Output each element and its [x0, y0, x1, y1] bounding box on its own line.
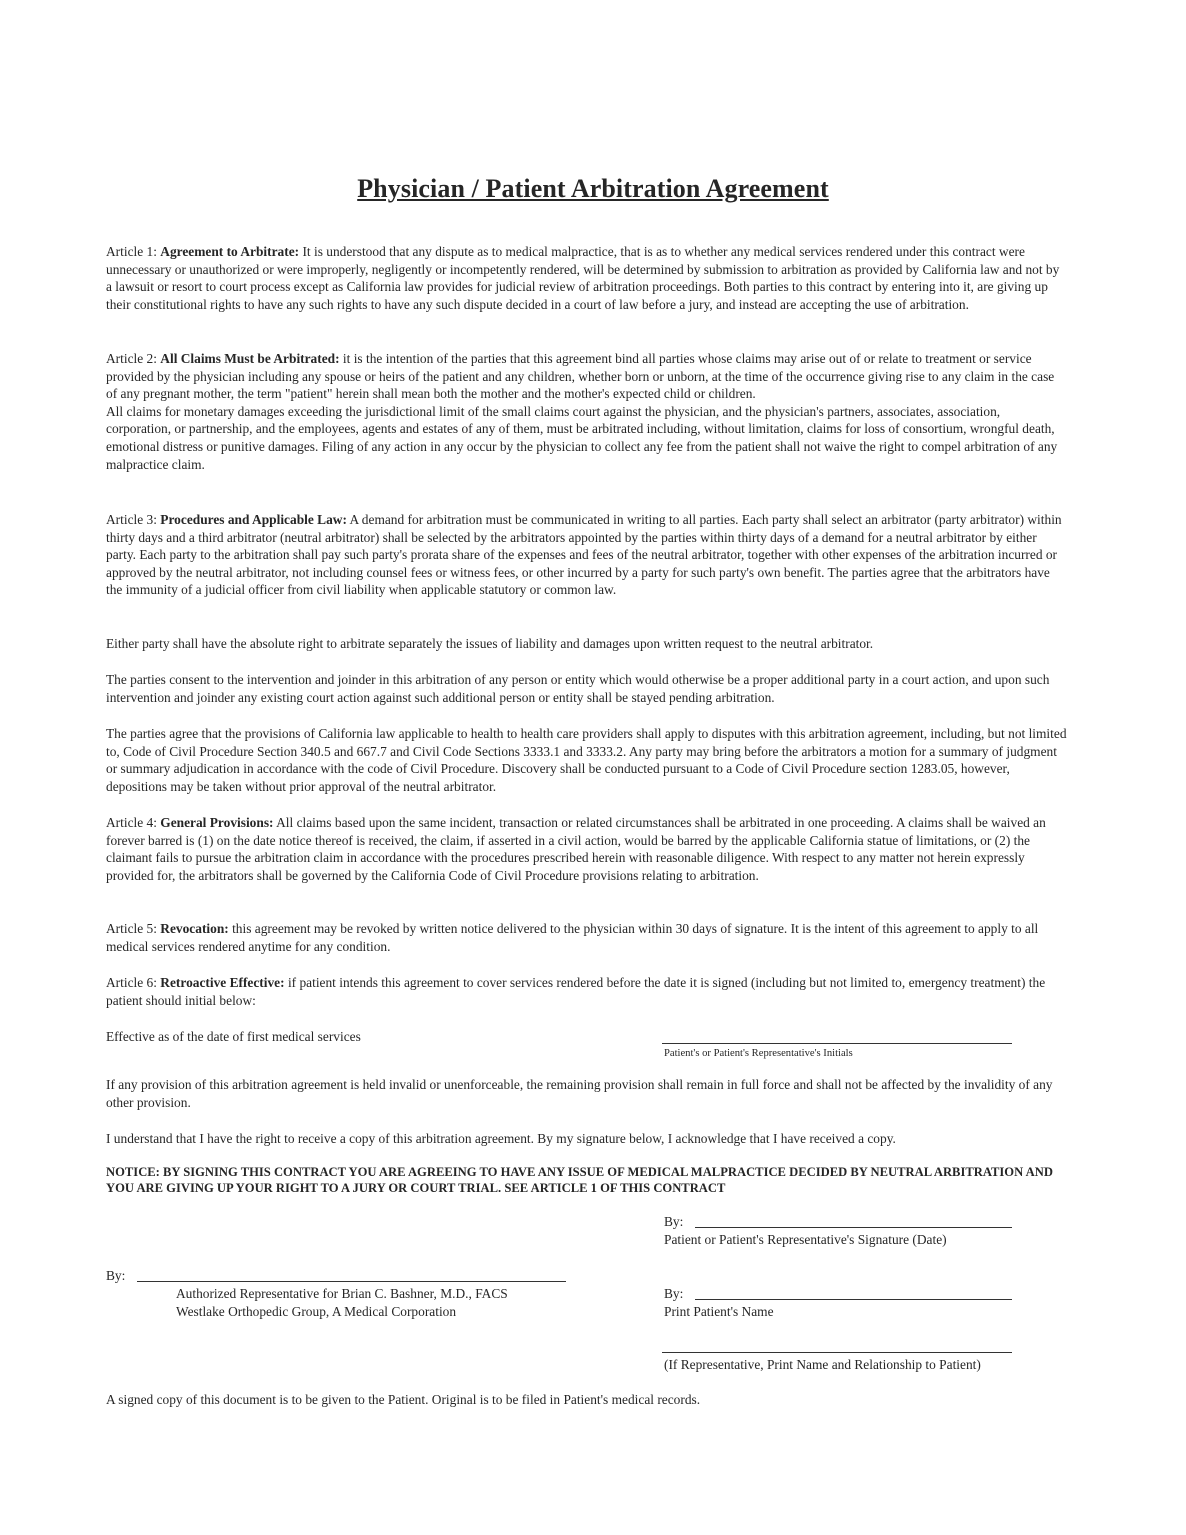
- article-3-text: A demand for arbitration must be communicated in writing to all parties. Each party shall select an arbitrator (party arbitrator) within thirty days and a third arbitrator (neutral arbitrator) shall be selected by the arbitrators appointed by the parties within thirty days of a demand for a neutral arbitrator by either party. Each party to the arbitration shall pay such party's prorata share of the expenses and fees of the neutral arbitrator, together with other expenses of the arbitration incurred or approved by the neutral arbitrator, not including counsel fees or witness fees, or other incurred by a party for such party's own benefit. The parties agree that the arbitrators have the immunity of a judicial officer from civil liability when applicable statutory or common law.: [106, 512, 1062, 598]
- article-5: [106, 920, 1068, 955]
- by-label-representative: By:: [106, 1268, 126, 1283]
- effective-label: Effective as of the date of first medical services: [106, 1029, 361, 1044]
- notice-text: NOTICE: BY SIGNING THIS CONTRACT YOU ARE AGREEING TO HAVE ANY ISSUE OF MEDICAL MALPRACTICE DECIDED BY NEUTRAL ARBITRATION AND YOU ARE GIVING UP YOUR RIGHT TO A JURY OR COURT TRIAL. SEE ARTICLE 1 OF THIS CONTRACT: [106, 1165, 1053, 1195]
- article-5-prefix: Article 5:: [106, 921, 161, 936]
- article-1: [106, 243, 1068, 313]
- paragraph-california-law: The parties agree that the provisions of California law applicable to health to health care providers shall apply to disputes with this arbitration agreement, including, but not limited to, Code of Civil Procedure Section 340.5 and 667.7 and Civil Code Sections 3333.1 and 3333.2. Any party may bring before the arbitrators a motion for a summary of judgment or summary adjudication in accordance with the code of Civil Procedure. Discovery shall be conducted pursuant to a Code of Civil Procedure section 1283.05, however, depositions may be taken without prior approval of the neutral arbitrator.: [106, 726, 1067, 794]
- article-5-text: this agreement may be revoked by written notice delivered to the physician within 30 days of signature. It is the intent of this agreement to apply to all medical services rendered anytime for any condition.: [106, 921, 1039, 954]
- article-3-heading: Procedures and Applicable Law:: [160, 512, 347, 527]
- article-3-prefix: Article 3:: [106, 512, 161, 527]
- article-1-prefix: Article 1:: [106, 244, 161, 259]
- paragraph-either-party: Either party shall have the absolute right to arbitrate separately the issues of liability and damages upon written request to the neutral arbitrator.: [106, 636, 874, 651]
- article-1-text: It is understood that any dispute as to medical malpractice, that is as to whether any medical services rendered under this contract were unnecessary or unauthorized or were improperly, negligently or incompetently rendered, will be determined by submission to arbitration as provided by California law and not by a lawsuit or resort to court process except as California law provides for judicial review of arbitration proceedings. Both parties to this contract by entering into it, are giving up their constitutional rights to have any such rights to have any such dispute decided in a court of law before a jury, and instead are accepting the use of arbitration.: [106, 244, 1060, 312]
- article-6-heading: Retroactive Effective:: [160, 975, 285, 990]
- patient-signature-label: Patient or Patient's Representative's Signature (Date): [664, 1232, 947, 1247]
- paragraph-invalidity: If any provision of this arbitration agreement is held invalid or unenforceable, the remaining provision shall remain in full force and shall not be affected by the invalidity of any other provision.: [106, 1077, 1053, 1110]
- article-1-heading: Agreement to Arbitrate:: [160, 244, 300, 259]
- article-2-prefix: Article 2:: [106, 351, 161, 366]
- representative-signature-line[interactable]: [137, 1281, 566, 1282]
- footer-note: A signed copy of this document is to be given to the Patient. Original is to be filed in Patient's medical records.: [106, 1392, 701, 1407]
- by-label-print-name: By:: [664, 1286, 684, 1301]
- article-4-prefix: Article 4:: [106, 815, 161, 830]
- representative-relationship-line[interactable]: [662, 1352, 1012, 1353]
- article-2-heading: All Claims Must be Arbitrated:: [160, 351, 340, 366]
- article-3: [106, 511, 1068, 599]
- representative-organization: Westlake Orthopedic Group, A Medical Corporation: [176, 1304, 457, 1319]
- article-5-heading: Revocation:: [160, 921, 229, 936]
- print-name-label: Print Patient's Name: [664, 1304, 774, 1319]
- article-2-text: it is the intention of the parties that this agreement bind all parties whose claims may arise out of or relate to treatment or service provided by the physician including any spouse or heirs of the patient and any children, whether born or unborn, at the time of the occurrence giving rise to any claim in the case of any pregnant mother, the term "patient" herein shall mean both the mother and the mother's expected child or children.: [106, 351, 1055, 402]
- article-2: [106, 350, 1068, 473]
- paragraph-copy-received: I understand that I have the right to receive a copy of this arbitration agreement. By my signature below, I acknowledge that I have received a copy.: [106, 1131, 896, 1146]
- representative-name: Authorized Representative for Brian C. Bashner, M.D., FACS: [176, 1286, 508, 1301]
- initials-label: Patient's or Patient's Representative's Initials: [664, 1048, 853, 1059]
- patient-signature-line[interactable]: [695, 1227, 1012, 1228]
- article-6: [106, 974, 1068, 1009]
- article-4: [106, 814, 1068, 884]
- by-label-patient-signature: By:: [664, 1214, 684, 1229]
- article-4-text: All claims based upon the same incident, transaction or related circumstances shall be arbitrated in one proceeding. A claims shall be waived an forever barred is (1) on the date notice thereof is received, the claim, if asserted in a civil action, would be barred by the applicable California statue of limitations, or (2) the claimant fails to pursue the arbitration claim in accordance with the procedures prescribed herein with reasonable diligence. With respect to any matter not herein expressly provided for, the arbitrators shall be governed by the California Code of Civil Procedure provisions relating to arbitration.: [106, 815, 1046, 883]
- article-4-heading: General Provisions:: [160, 815, 274, 830]
- representative-relationship-label: (If Representative, Print Name and Relationship to Patient): [664, 1357, 981, 1372]
- article-6-text: if patient intends this agreement to cover services rendered before the date it is signed (including but not limited to, emergency treatment) the patient should initial below:: [106, 975, 1046, 1008]
- article-2-text-continued: All claims for monetary damages exceeding the jurisdictional limit of the small claims court against the physician, and the physician's partners, associates, association, corporation, or partnership, and the employees, agents and estates of any of them, must be arbitrated including, without limitation, claims for loss of consortium, wrongful death, emotional distress or punitive damages. Filing of any action in any occur by the physician to collect any fee from the patient shall not waive the right to compel arbitration of any malpractice claim.: [106, 403, 1058, 472]
- article-6-prefix: Article 6:: [106, 975, 161, 990]
- print-name-line[interactable]: [695, 1299, 1012, 1300]
- paragraph-consent: The parties consent to the intervention and joinder in this arbitration of any person or entity which would otherwise be a proper additional party in a court action, and upon such intervention and joinder any existing court action against such additional person or entity shall be stayed pending arbitration.: [106, 672, 1050, 705]
- document-title: Physician / Patient Arbitration Agreement: [357, 174, 829, 203]
- initials-line[interactable]: [662, 1043, 1012, 1044]
